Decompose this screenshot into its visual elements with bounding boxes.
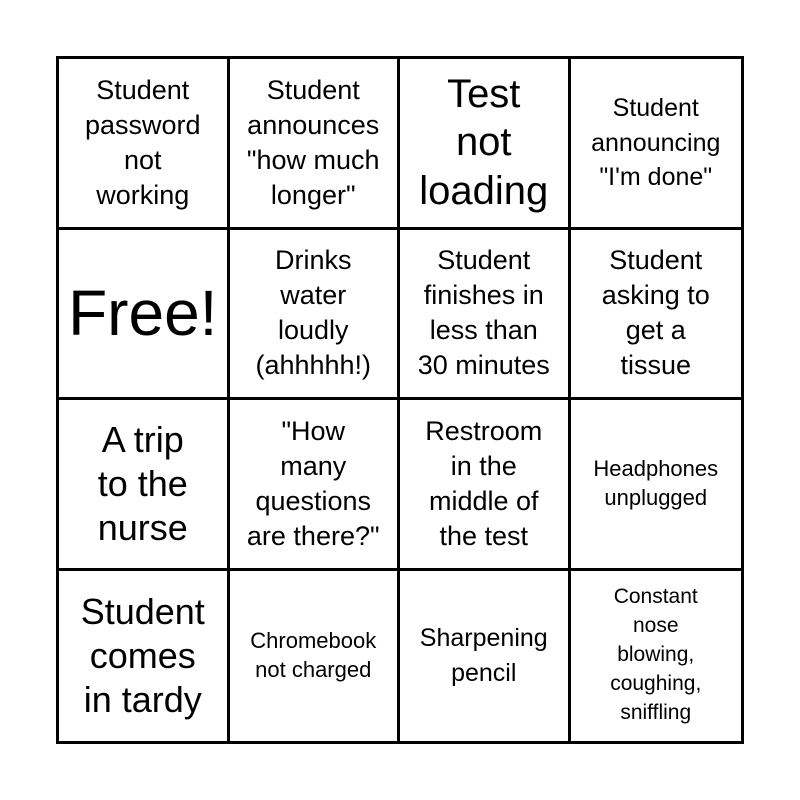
bingo-cell-r3c1[interactable] [59,400,230,571]
bingo-cell-r3c3[interactable] [400,400,571,571]
bingo-cell-text: Student announcing "I'm done" [591,94,721,191]
bingo-cell-text: Chromebook not charged [250,628,377,682]
bingo-cell-r1c4[interactable] [571,59,742,230]
bingo-board [56,56,744,744]
bingo-cell-text: "How many questions are there?" [246,415,380,551]
bingo-cell-r2c4[interactable] [571,230,742,401]
bingo-cell-r4c1[interactable] [59,571,230,742]
bingo-cell-text: Headphones unplugged [593,456,719,510]
bingo-cell-text: Student asking to get a tissue [601,245,710,381]
bingo-cell-r3c2[interactable] [230,400,401,571]
bingo-cell-text: Student announces "how much longer" [246,74,380,210]
bingo-cell-text: Restroom in the middle of the test [425,415,543,551]
bingo-cell-r4c2[interactable] [230,571,401,742]
bingo-cell-r2c3[interactable] [400,230,571,401]
bingo-cell-text: Drinks water loudly (ahhhhh!) [255,245,372,381]
bingo-cell-text: Student comes in tardy [80,590,205,720]
bingo-cell-r4c3[interactable] [400,571,571,742]
bingo-cell-text: Student password not working [84,74,201,210]
bingo-cell-text: Test not loading [419,71,549,214]
bingo-cell-r3c4[interactable] [571,400,742,571]
bingo-cell-r4c4[interactable] [571,571,742,742]
bingo-cell-r1c2[interactable] [230,59,401,230]
bingo-cell-text: Sharpening pencil [419,624,548,687]
bingo-cell-text: A trip to the nurse [97,418,188,548]
bingo-cell-text: Student finishes in less than 30 minutes [417,245,550,381]
bingo-cell-r1c3[interactable] [400,59,571,230]
bingo-cell-r2c1-free[interactable] [59,230,230,401]
bingo-cell-r2c2[interactable] [230,230,401,401]
bingo-cell-r1c1[interactable] [59,59,230,230]
bingo-cell-text: Free! [68,277,218,350]
bingo-cell-text: Constant nose blowing, coughing, sniffling [610,585,702,725]
